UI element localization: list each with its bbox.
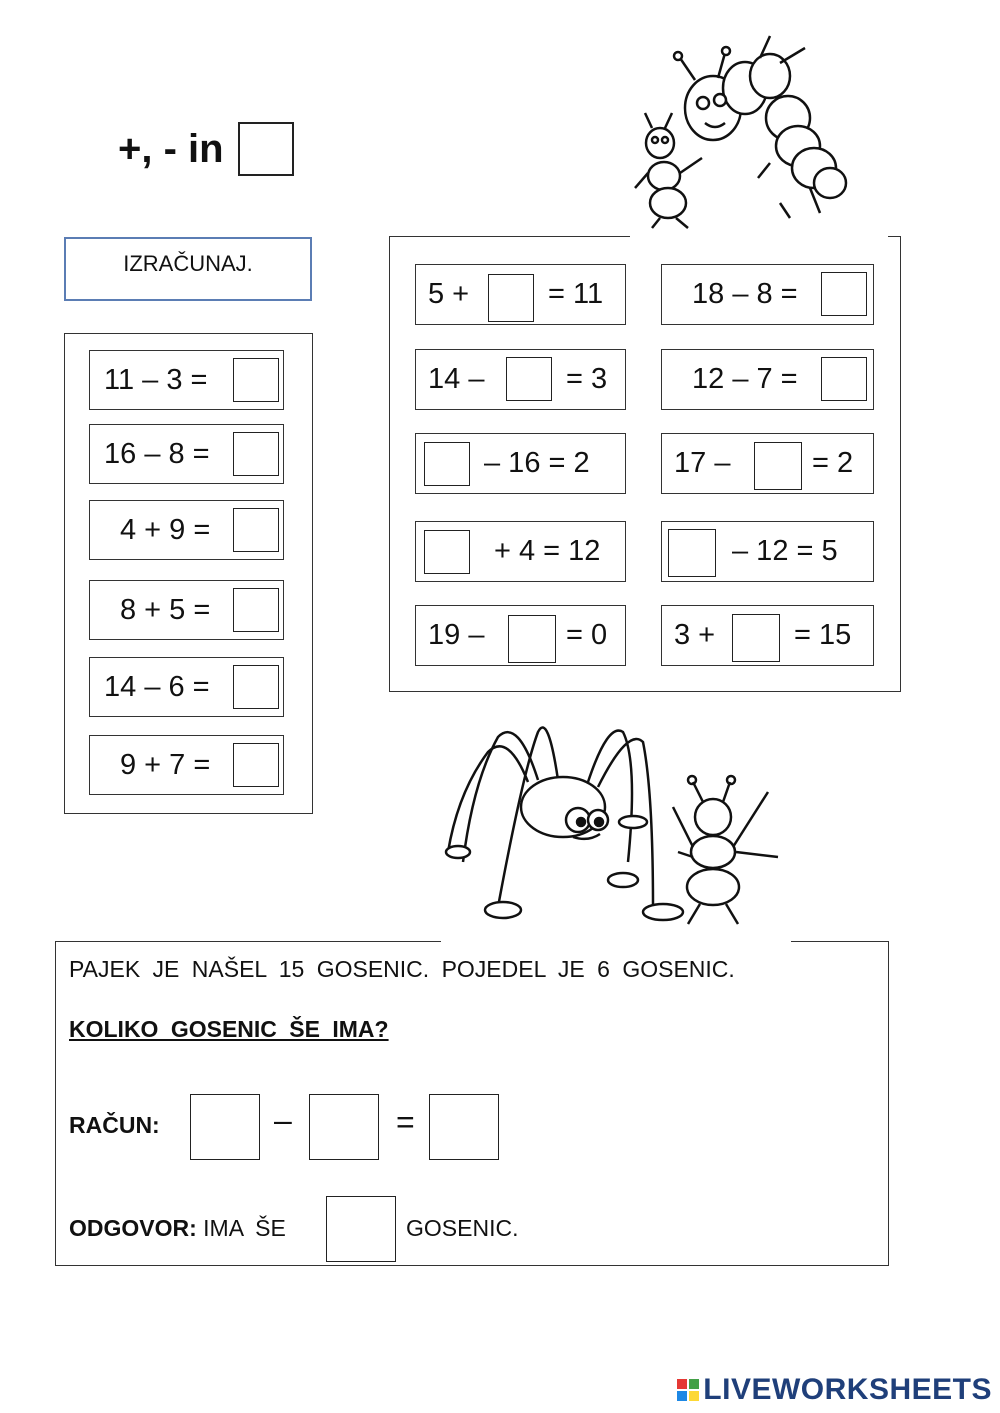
answer-line [69, 1215, 286, 1242]
spider-and-ant-icon [438, 712, 798, 942]
right-equation-b5 [661, 605, 874, 666]
equation-before: 5 + [428, 278, 470, 310]
caterpillar-and-ant-icon [630, 28, 860, 238]
answer-box[interactable] [424, 442, 470, 486]
equals-sign: = [396, 1104, 415, 1140]
right-equation-a3 [415, 433, 626, 494]
equation-text: 16 – 8 = [104, 437, 210, 470]
right-equation-a4 [415, 521, 626, 582]
logo-text: LIVEWORKSHEETS [703, 1373, 992, 1406]
answer-box[interactable] [233, 508, 279, 552]
answer-box[interactable] [233, 665, 279, 709]
equation-text: 11 – 3 = [104, 363, 208, 396]
equation-before: 3 + [674, 619, 716, 651]
answer-label: ODGOVOR: [69, 1215, 197, 1241]
answer-box[interactable] [424, 530, 470, 574]
title-text: +, - in [118, 126, 224, 171]
equation-before: 12 – 7 = [692, 363, 798, 395]
calc-box-result[interactable] [429, 1094, 499, 1160]
liveworksheets-logo [677, 1373, 992, 1407]
right-equation-a2 [415, 349, 626, 410]
word-problem-box [55, 941, 889, 1266]
equation-text: 8 + 5 = [120, 593, 211, 626]
left-equation-4 [89, 580, 284, 640]
calc-label: RAČUN: [69, 1112, 160, 1138]
answer-box[interactable] [506, 357, 552, 401]
answer-box[interactable] [488, 274, 534, 322]
right-equation-b3 [661, 433, 874, 494]
equation-before: 14 – [428, 363, 485, 395]
answer-after: GOSENIC. [406, 1215, 519, 1241]
left-equation-2 [89, 424, 284, 484]
answer-box[interactable] [754, 442, 802, 490]
answer-before: IMA ŠE [203, 1215, 286, 1241]
equation-text: 4 + 9 = [120, 513, 211, 546]
right-equation-b2 [661, 349, 874, 410]
problem-question: KOLIKO GOSENIC ŠE IMA? [69, 1016, 389, 1042]
right-equation-a5 [415, 605, 626, 666]
answer-box[interactable] [233, 432, 279, 476]
answer-box[interactable] [668, 529, 716, 577]
left-equation-1 [89, 350, 284, 410]
answer-box[interactable] [732, 614, 780, 662]
answer-box[interactable] [233, 588, 279, 632]
equation-after: = 11 [548, 278, 604, 310]
right-equation-a1 [415, 264, 626, 325]
minus-sign: – [274, 1102, 292, 1138]
right-equation-b1 [661, 264, 874, 325]
calc-box-1[interactable] [190, 1094, 260, 1160]
equation-after: + 4 = 12 [494, 535, 601, 567]
instruction-label: IZRAČUNAJ. [64, 237, 312, 301]
equation-after: = 0 [566, 619, 608, 651]
equation-after: – 16 = 2 [484, 447, 590, 479]
left-equation-5 [89, 657, 284, 717]
answer-box[interactable] [233, 358, 279, 402]
equation-text: 9 + 7 = [120, 748, 211, 781]
answer-box[interactable] [821, 357, 867, 401]
problem-text: PAJEK JE NAŠEL 15 GOSENIC. POJEDEL JE 6 GOSENIC. [69, 956, 735, 982]
page-title [118, 122, 294, 176]
answer-box[interactable] [326, 1196, 396, 1262]
answer-box[interactable] [233, 743, 279, 787]
left-equation-3 [89, 500, 284, 560]
equation-text: 14 – 6 = [104, 670, 210, 703]
equation-after: – 12 = 5 [732, 535, 838, 567]
equation-before: 19 – [428, 619, 485, 651]
equation-after: = 15 [794, 619, 852, 651]
title-box [238, 122, 294, 176]
equation-after: = 2 [812, 447, 854, 479]
answer-box[interactable] [508, 615, 556, 663]
logo-mark-icon [677, 1379, 699, 1401]
calc-box-2[interactable] [309, 1094, 379, 1160]
equation-after: = 3 [566, 363, 608, 395]
answer-box[interactable] [821, 272, 867, 316]
equation-before: 17 – [674, 447, 731, 479]
left-equation-6 [89, 735, 284, 795]
right-equation-b4 [661, 521, 874, 582]
equation-before: 18 – 8 = [692, 278, 798, 310]
